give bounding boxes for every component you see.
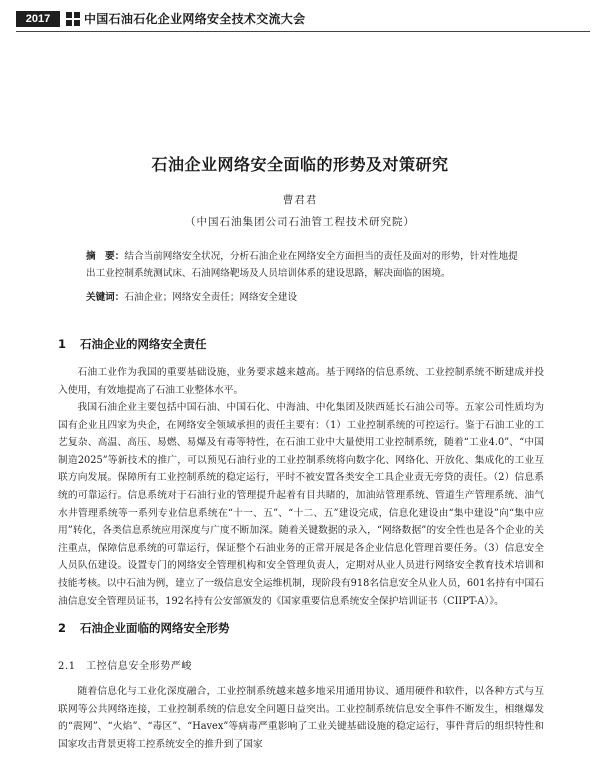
year-badge: 2017 [16,11,60,27]
abstract [86,248,526,282]
body-paragraph: 随着信息化与工业化深度融合，工业控制系统越来越多地采用通用协议、通用硬件和软件，以各种方式与互联网等公共网络连接，工业控制系统的信息安全问题日益突出。工业控制系统信息安全事件不断发生，相继爆发的“震网”、“火焰”、“毒区”、“Havex”等病毒严重影响了工业关键基础设施的稳定运行，事件背后的组织特性和国家攻击背景更将工控系统安全的推升到了国家 [58,686,544,750]
section-number: 2 [58,621,67,635]
header-logo-icon [66,12,80,26]
body-paragraph: 石油工业作为我国的重要基础设施，业务要求越来越高。基于网络的信息系统、工业控制系统不断建成并投入使用，有效地提高了石油工业整体水平。 [58,367,544,396]
keywords [86,290,526,306]
abstract-label: 摘 要： [86,251,125,262]
author-name: 曹君君 [282,194,318,206]
body-paragraph: 我国石油企业主要包括中国石油、中国石化、中海油、中化集团及陕西延长石油公司等。五家公司性质均为国有企业且四家为央企，在网络安全领域承担的责任主要有：（1）工业控制系统的可控运行。鉴于石油工业的工艺复杂、高温、高压、易燃、易爆及有毒等特性，在石油工业中大量使用工业控制系统，随着“工业4.0”、“中国制造2025”等新技术的推广，可以预见石油行业的工业控制系统将向数字化、网络化、开放化、集成化的工业互联方向发展。保障所有工业控制系统的稳定运行，平时不被安置各类安全工具企业责无旁贷的责任。（2）信息系统的可靠运行。信息系统对于石油行业的管理提升起着有目共睹的，加油站管理系统、管道生产管理系统、油气水井管理系统等一系列专业信息系统在“十一、五”、“十二、五”建设完成，信息化建设由“集中建设”向“集中应用”转化，各类信息系统应用深度与广度不断加深。随着关键数据的录入，“网络数据”的安全性也是各个企业的关注重点，保障信息系统的可靠运行，保证整个石油业务的正常开展是各企业信息化管理首要任务。（3）信息安全人员队伍建设。设置专门的网络安全管理机构和安全管理负责人，定期对从业人员进行网络安全教育技术培训和技能考核。以中石油为例，建立了一级信息安全运维机制，现阶段有918名信息安全从业人员，601名持有中国石油信息安全管理员证书，192名持有公安部颁发的《国家重要信息系统安全保护培训证书（CIIPT-A）》。 [58,402,544,607]
author-affiliation: （中国石油集团公司石油管工程技术研究院） [185,216,415,228]
section-heading [58,336,207,352]
header-rule [16,31,590,32]
section-title: 石油企业的网络安全责任 [80,337,207,351]
keywords-text: 石油企业；网络安全责任；网络安全建设 [124,292,298,303]
section-title: 石油企业面临的网络安全形势 [80,621,230,635]
article-title: 石油企业网络安全面临的形势及对策研究 [151,155,449,174]
subsection-title: 工控信息安全形势严峻 [86,661,192,672]
subsection-heading [58,657,192,672]
section-number: 1 [58,337,67,351]
keywords-label: 关键词： [86,292,125,303]
running-header [16,8,590,30]
conference-title: 中国石油石化企业网络安全技术交流大会 [84,12,306,26]
section-heading [58,620,230,636]
abstract-text: 结合当前网络安全状况，分析石油企业在网络安全方面担当的责任及面对的形势，针对性地提出工业控制系统测试床、石油网络靶场及人员培训体系的建设思路，解决面临的困境。 [86,251,518,279]
subsection-number: 2.1 [58,661,76,672]
